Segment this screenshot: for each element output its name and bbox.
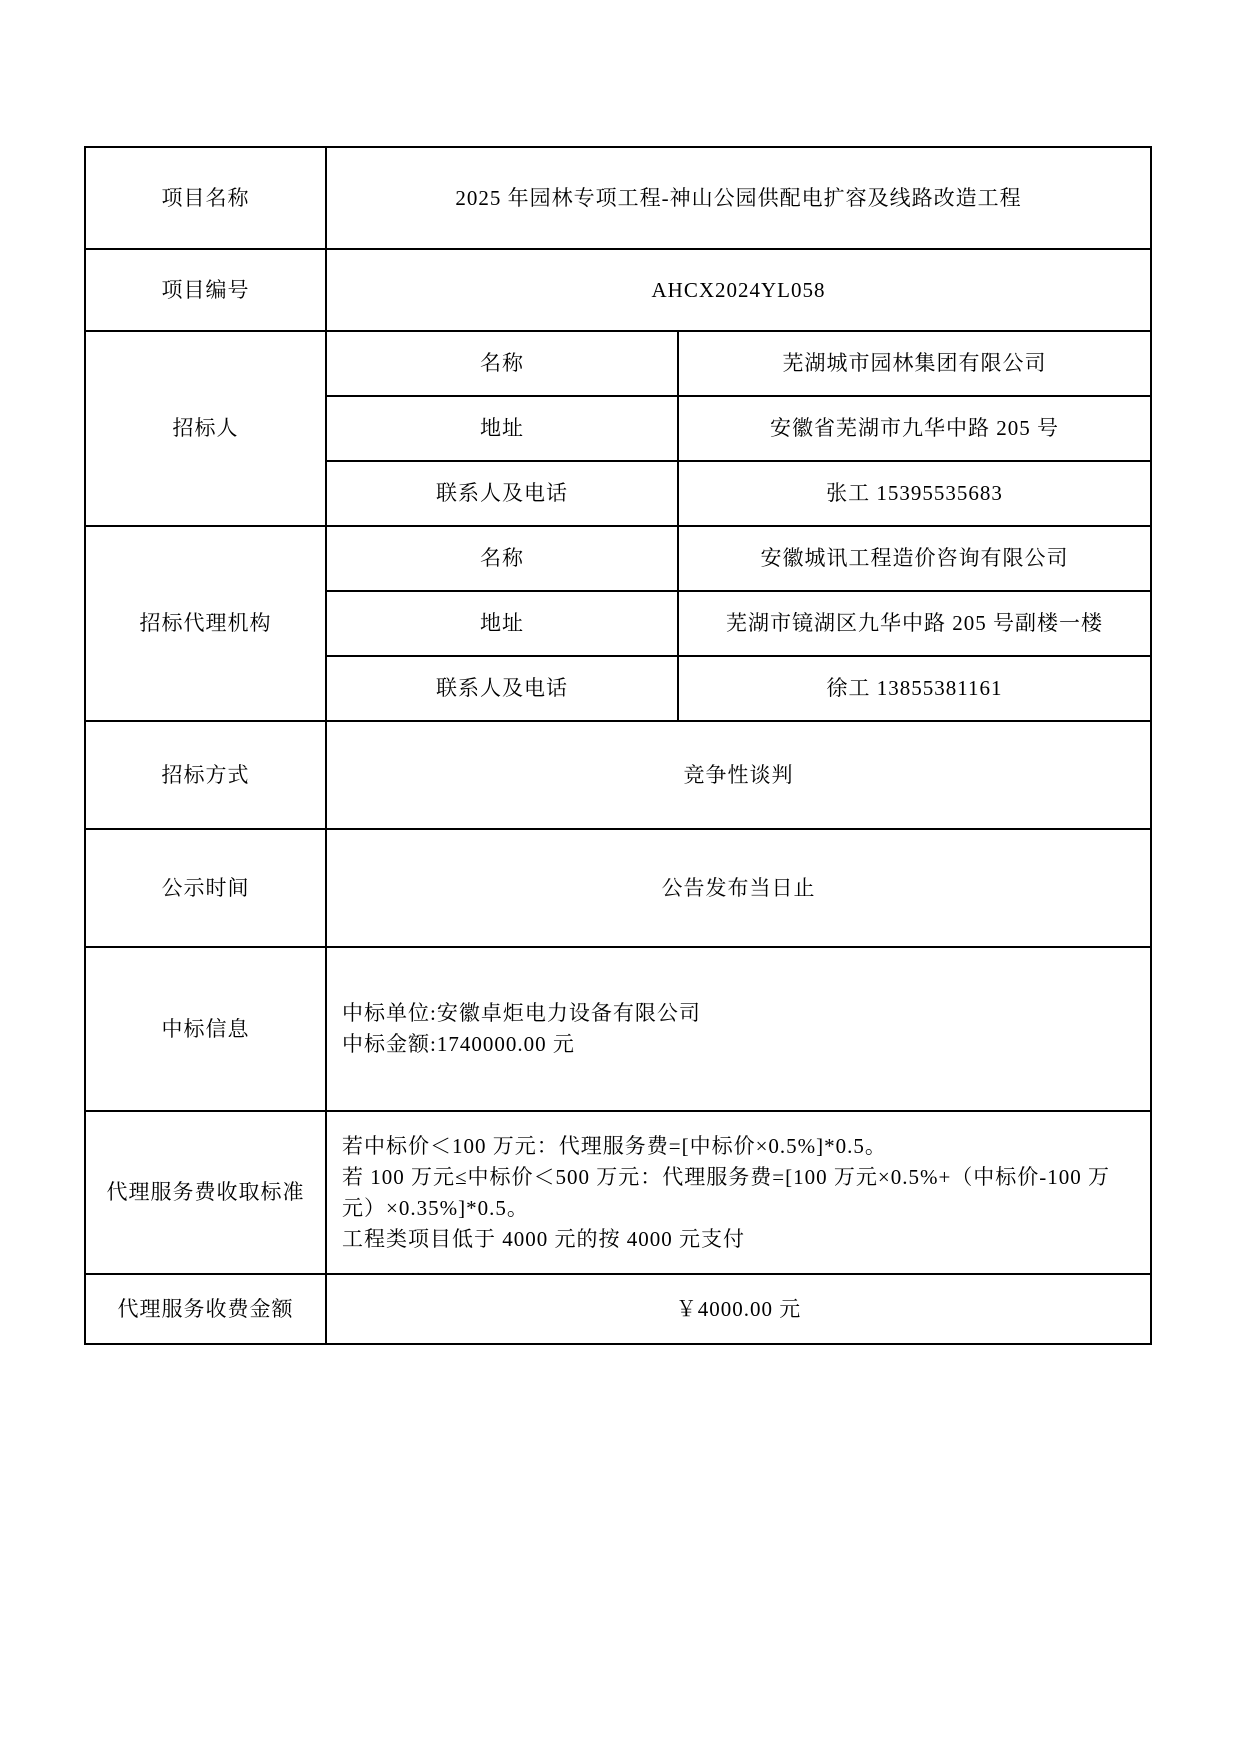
- fee-standard-line1: 若中标价＜100 万元：代理服务费=[中标价×0.5%]*0.5。: [342, 1133, 887, 1158]
- row-project-name: [85, 147, 1151, 249]
- award-amount-line: 中标金额:1740000.00 元: [342, 1032, 575, 1056]
- fee-standard-line2: 若 100 万元≤中标价＜500 万元：代理服务费=[100 万元×0.5%+（中标价-100 万元）×0.35%]*0.5。: [342, 1164, 1111, 1220]
- project-name-label: 项目名称: [85, 147, 326, 249]
- fee-standard-label: 代理服务费收取标准: [85, 1111, 326, 1274]
- award-info-value: [326, 947, 1151, 1111]
- tenderer-contact-value: 张工 15395535683: [678, 461, 1151, 526]
- fee-standard-line3: 工程类项目低于 4000 元的按 4000 元支付: [342, 1226, 745, 1251]
- agency-contact-value: 徐工 13855381161: [678, 656, 1151, 721]
- agency-name-value: 安徽城讯工程造价咨询有限公司: [678, 526, 1151, 591]
- project-number-label: 项目编号: [85, 249, 326, 331]
- agency-contact-label: 联系人及电话: [326, 656, 678, 721]
- row-publicity-time: [85, 829, 1151, 947]
- tenderer-label: 招标人: [85, 331, 326, 526]
- row-tender-method: [85, 721, 1151, 829]
- row-agency-name: [85, 526, 1151, 591]
- award-winner-line: 中标单位:安徽卓炬电力设备有限公司: [342, 1001, 701, 1025]
- tenderer-contact-label: 联系人及电话: [326, 461, 678, 526]
- row-tenderer-name: [85, 331, 1151, 396]
- fee-amount-label: 代理服务收费金额: [85, 1274, 326, 1344]
- tender-method-value: 竞争性谈判: [326, 721, 1151, 829]
- project-number-value: AHCX2024YL058: [326, 249, 1151, 331]
- tenderer-address-value: 安徽省芜湖市九华中路 205 号: [678, 396, 1151, 461]
- row-award-info: [85, 947, 1151, 1111]
- publicity-time-value: 公告发布当日止: [326, 829, 1151, 947]
- tender-method-label: 招标方式: [85, 721, 326, 829]
- project-name-value: 2025 年园林专项工程-神山公园供配电扩容及线路改造工程: [326, 147, 1151, 249]
- publicity-time-label: 公示时间: [85, 829, 326, 947]
- tender-info-table: [84, 146, 1152, 1345]
- agency-name-label: 名称: [326, 526, 678, 591]
- fee-standard-value: [326, 1111, 1151, 1274]
- tenderer-name-value: 芜湖城市园林集团有限公司: [678, 331, 1151, 396]
- row-fee-standard: [85, 1111, 1151, 1274]
- tenderer-address-label: 地址: [326, 396, 678, 461]
- agency-address-value: 芜湖市镜湖区九华中路 205 号副楼一楼: [678, 591, 1151, 656]
- tenderer-name-label: 名称: [326, 331, 678, 396]
- row-fee-amount: [85, 1274, 1151, 1344]
- agency-label: 招标代理机构: [85, 526, 326, 721]
- award-info-label: 中标信息: [85, 947, 326, 1111]
- fee-amount-value: ￥4000.00 元: [326, 1274, 1151, 1344]
- row-project-number: [85, 249, 1151, 331]
- agency-address-label: 地址: [326, 591, 678, 656]
